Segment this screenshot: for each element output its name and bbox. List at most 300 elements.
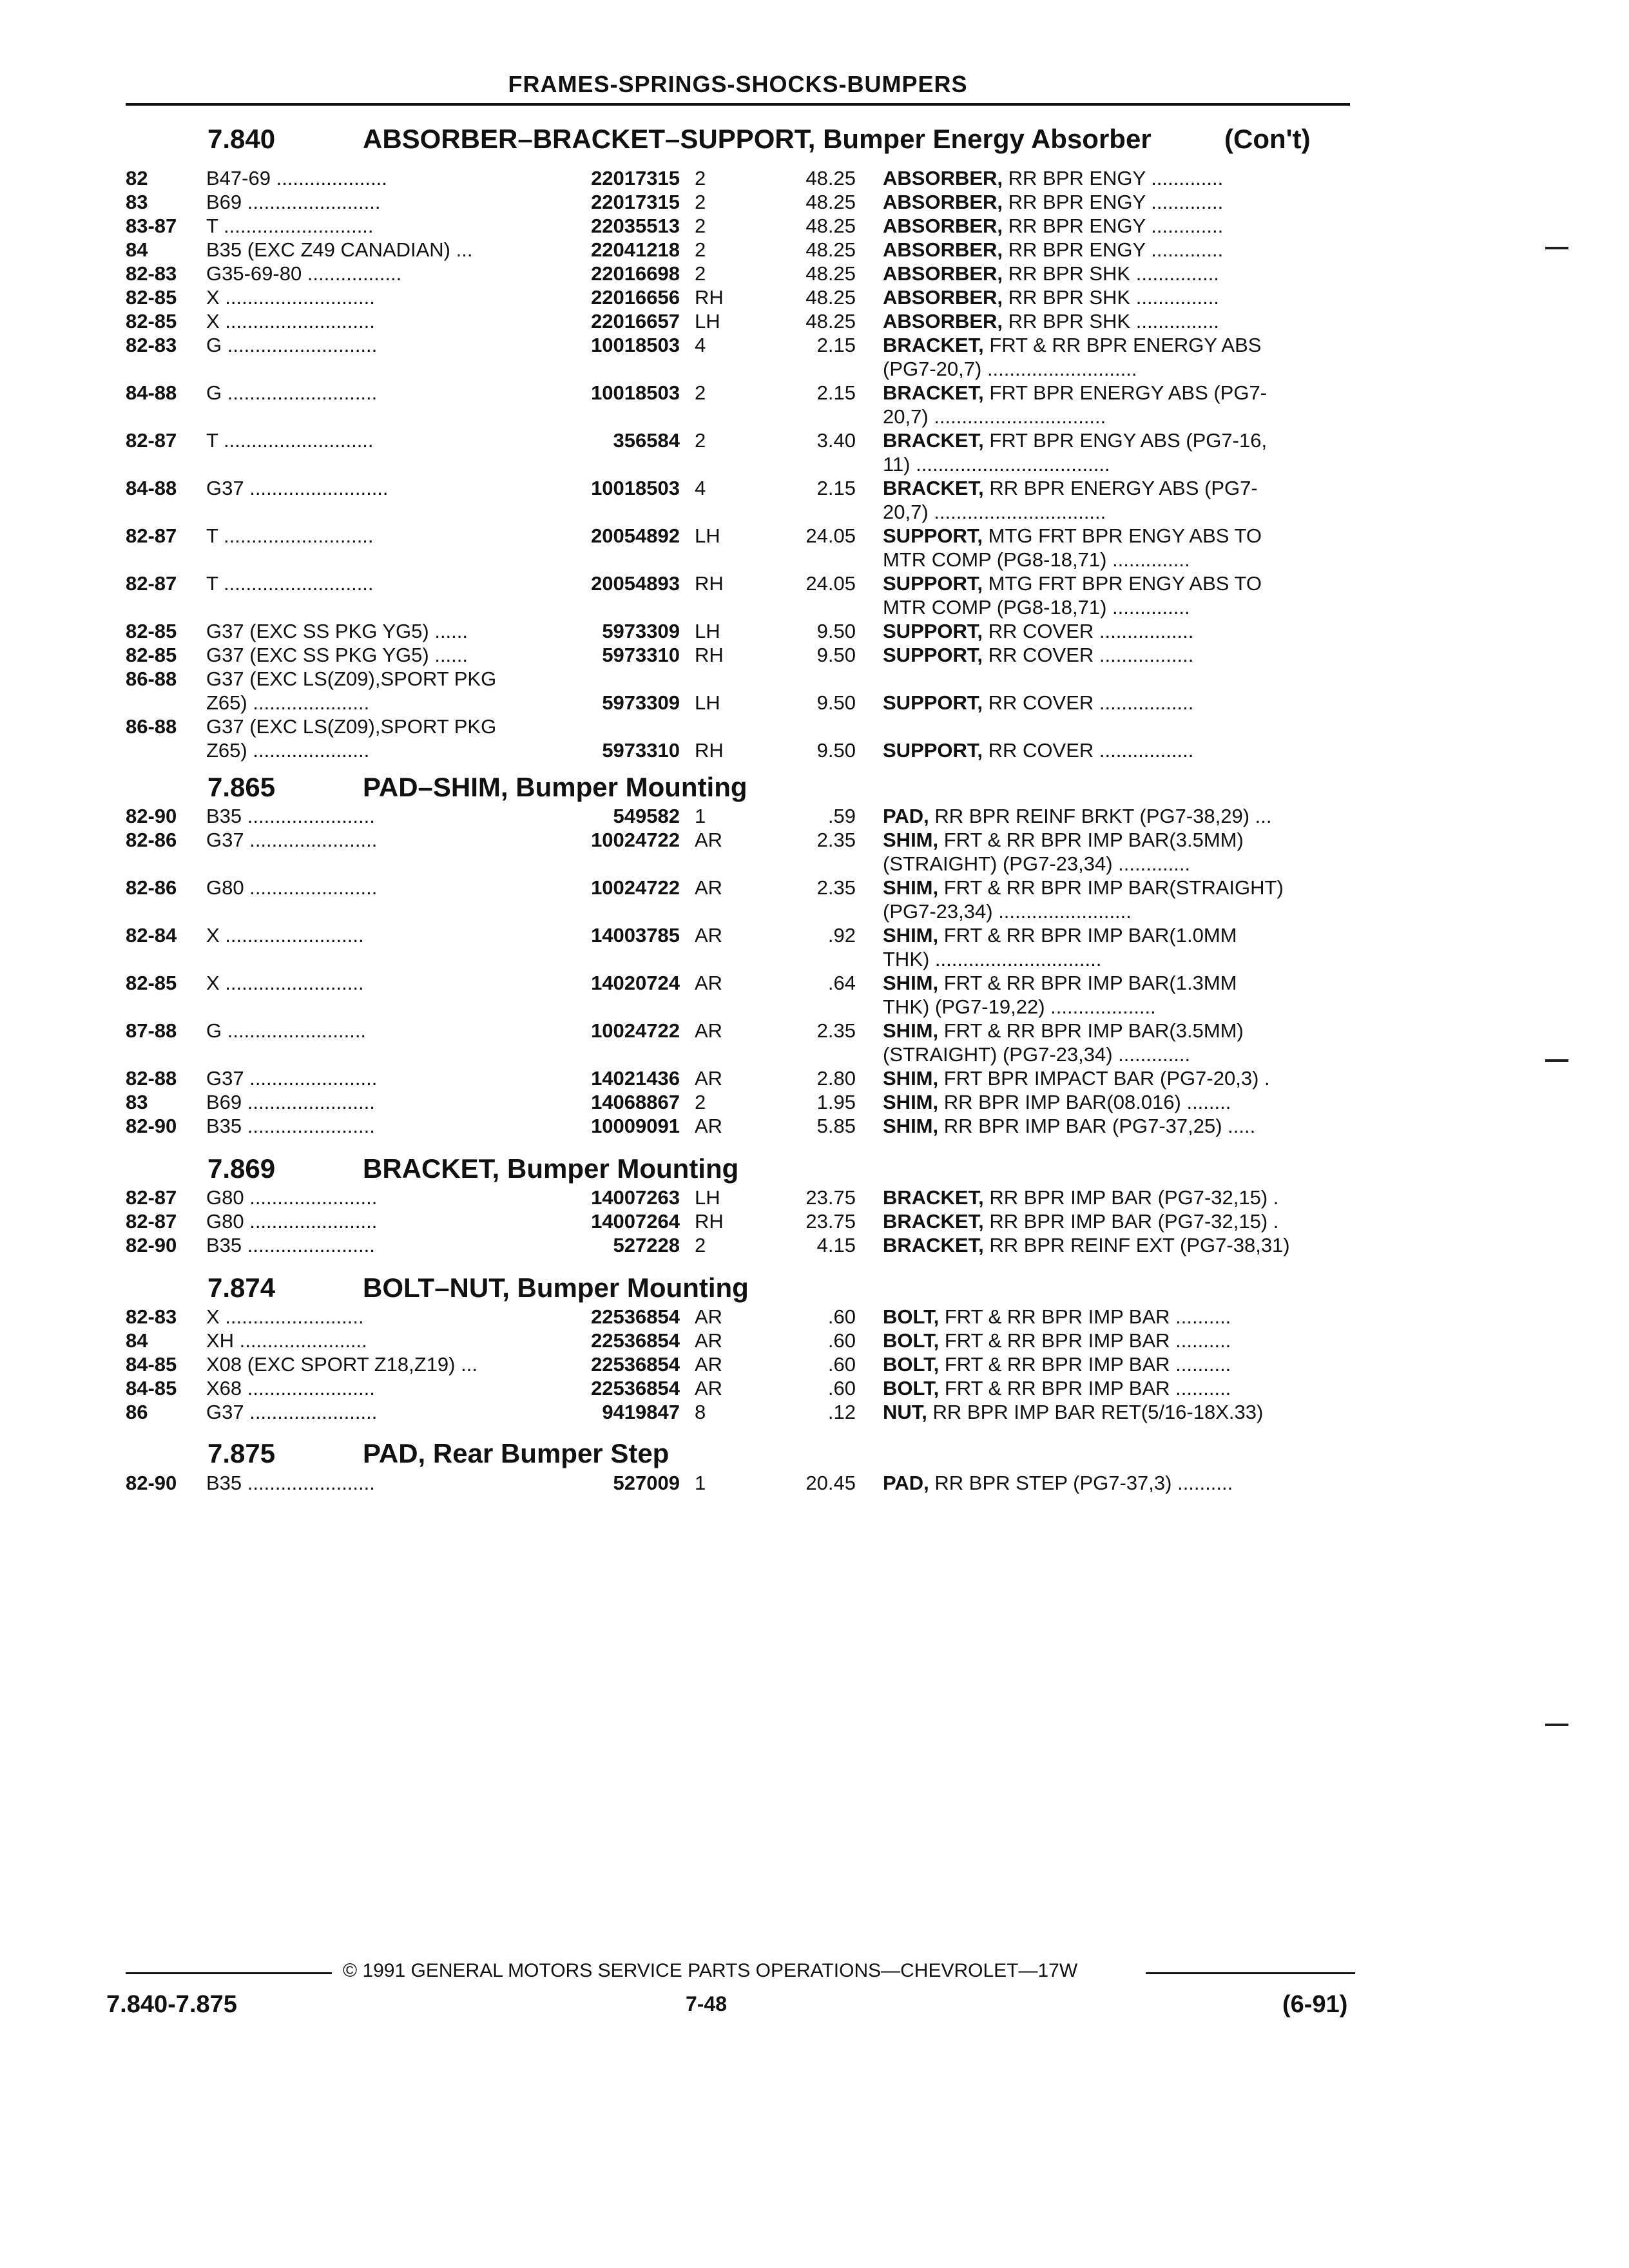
year-cell: 82-85 — [126, 644, 177, 666]
table-row — [0, 1019, 1629, 1043]
part-name: PAD, — [883, 1472, 929, 1494]
footer-section-range: 7.840-7.875 — [106, 1991, 237, 2018]
part-detail: MTR COMP (PG8-18,71) .............. — [883, 596, 1190, 619]
price-cell: 2.15 — [816, 381, 856, 404]
part-detail: FRT & RR BPR IMP BAR(1.0MM — [938, 924, 1237, 947]
part-name: BRACKET, — [883, 1234, 984, 1256]
part-number-cell: 10024722 — [591, 829, 680, 851]
quantity-cell: AR — [695, 1067, 723, 1090]
table-row — [0, 995, 1629, 1019]
part-detail: 20,7) ............................... — [883, 501, 1106, 523]
year-cell: 82-84 — [126, 924, 177, 947]
year-cell: 82-85 — [126, 972, 177, 994]
part-name: SUPPORT, — [883, 620, 983, 642]
price-cell: .64 — [827, 972, 856, 994]
table-row — [0, 1090, 1629, 1115]
part-detail: FRT & RR BPR IMP BAR .......... — [939, 1353, 1231, 1376]
year-cell: 86-88 — [126, 715, 177, 738]
year-cell: 83 — [126, 1091, 148, 1113]
description-cell — [883, 500, 1350, 524]
part-number-cell: 22536854 — [591, 1353, 680, 1376]
part-number-cell: 22017315 — [591, 191, 680, 213]
part-name: BOLT, — [883, 1329, 940, 1352]
table-row — [0, 405, 1629, 429]
part-number-cell: 22536854 — [591, 1377, 680, 1399]
description-cell — [883, 405, 1350, 429]
part-name: SUPPORT, — [883, 644, 983, 666]
part-detail: 20,7) ............................... — [883, 405, 1106, 428]
model-cell: G37 ....................... — [206, 829, 378, 851]
price-cell: .59 — [827, 805, 856, 827]
year-cell: 82-83 — [126, 1305, 177, 1328]
part-name: SHIM, — [883, 924, 939, 947]
table-row — [0, 643, 1629, 668]
part-number-cell: 22041218 — [591, 238, 680, 261]
model-cell: B35 (EXC Z49 CANADIAN) ... — [206, 238, 473, 261]
table-row — [0, 476, 1629, 501]
model-cell: T ........................... — [206, 429, 374, 452]
part-detail: RR BPR IMP BAR (PG7-32,15) . — [983, 1186, 1279, 1209]
description-cell — [883, 262, 1350, 286]
part-detail: RR BPR IMP BAR(08.016) ........ — [938, 1091, 1231, 1113]
part-name: BRACKET, — [883, 477, 984, 499]
part-detail: FRT & RR BPR IMP BAR .......... — [939, 1377, 1231, 1399]
quantity-cell: AR — [695, 1353, 723, 1376]
part-number-cell: 22016657 — [591, 310, 680, 332]
model-cell: X ........................... — [206, 310, 375, 332]
description-cell — [883, 1233, 1350, 1258]
quantity-cell: 4 — [695, 334, 706, 356]
quantity-cell: 4 — [695, 477, 706, 499]
price-cell: 24.05 — [805, 524, 856, 547]
model-cell: G37 ....................... — [206, 1401, 378, 1423]
quantity-cell: AR — [695, 924, 723, 947]
table-row — [0, 1352, 1629, 1377]
table-row — [0, 1376, 1629, 1401]
part-number-cell: 5973310 — [602, 739, 680, 762]
year-cell: 84-85 — [126, 1353, 177, 1376]
part-detail: (STRAIGHT) (PG7-23,34) ............. — [883, 1043, 1191, 1066]
description-cell — [883, 1400, 1350, 1425]
quantity-cell: LH — [695, 1186, 720, 1209]
price-cell: 2.80 — [816, 1067, 856, 1090]
table-row — [0, 852, 1629, 876]
description-cell — [883, 1471, 1350, 1495]
description-cell — [883, 166, 1350, 191]
part-name: BRACKET, — [883, 1210, 984, 1233]
table-row — [0, 262, 1629, 286]
part-detail: FRT & RR BPR IMP BAR(3.5MM) — [938, 829, 1244, 851]
quantity-cell: AR — [695, 1115, 723, 1137]
model-cell: X ......................... — [206, 1305, 364, 1328]
quantity-cell: RH — [695, 572, 724, 595]
year-cell: 84 — [126, 238, 148, 261]
description-cell — [883, 381, 1350, 405]
table-row — [0, 238, 1629, 262]
part-detail: FRT & RR BPR IMP BAR(1.3MM — [938, 972, 1237, 994]
part-name: ABSORBER, — [883, 191, 1003, 213]
price-cell: 23.75 — [805, 1186, 856, 1209]
description-cell — [883, 572, 1350, 596]
description-cell — [883, 899, 1350, 924]
price-cell: 48.25 — [805, 310, 856, 332]
table-row — [0, 1209, 1629, 1234]
description-cell — [883, 1066, 1350, 1091]
price-cell: 23.75 — [805, 1210, 856, 1233]
part-detail: THK) .............................. — [883, 948, 1102, 970]
price-cell: .60 — [827, 1353, 856, 1376]
part-detail: FRT & RR BPR IMP BAR(STRAIGHT) — [938, 876, 1284, 899]
part-name: SHIM, — [883, 829, 939, 851]
part-detail: (PG7-23,34) ........................ — [883, 900, 1132, 923]
footer-rule-right — [1146, 1972, 1355, 1974]
part-name: ABSORBER, — [883, 167, 1003, 189]
part-detail: RR BPR IMP BAR (PG7-37,25) ..... — [938, 1115, 1256, 1137]
year-cell: 83 — [126, 191, 148, 213]
part-detail: RR BPR SHK ............... — [1003, 286, 1219, 309]
part-detail: RR COVER ................. — [983, 739, 1194, 762]
section-number: 7.865 — [207, 772, 276, 802]
description-cell — [883, 309, 1350, 334]
section-number: 7.840 — [207, 124, 276, 154]
part-name: BRACKET, — [883, 429, 984, 452]
model-cell: T ........................... — [206, 524, 374, 547]
part-detail: FRT BPR IMPACT BAR (PG7-20,3) . — [938, 1067, 1270, 1090]
model-cell: B35 ....................... — [206, 1472, 375, 1494]
year-cell: 82-86 — [126, 876, 177, 899]
table-row — [0, 1471, 1629, 1495]
model-cell: XH ....................... — [206, 1329, 367, 1352]
price-cell: 48.25 — [805, 262, 856, 285]
section-number: 7.869 — [207, 1153, 276, 1184]
model-cell: B69 ........................ — [206, 191, 381, 213]
price-cell: 3.40 — [816, 429, 856, 452]
year-cell: 82-90 — [126, 805, 177, 827]
description-cell — [883, 691, 1350, 715]
quantity-cell: AR — [695, 1377, 723, 1399]
quantity-cell: 2 — [695, 262, 706, 285]
model-cell: G37 (EXC SS PKG YG5) ...... — [206, 644, 468, 666]
price-cell: 5.85 — [816, 1115, 856, 1137]
price-cell: .60 — [827, 1305, 856, 1328]
model-cell: B35 ....................... — [206, 1115, 375, 1137]
price-cell: 9.50 — [816, 620, 856, 642]
part-detail: (PG7-20,7) ........................... — [883, 358, 1137, 380]
description-cell — [883, 1090, 1350, 1115]
table-row — [0, 572, 1629, 596]
quantity-cell: 2 — [695, 215, 706, 237]
quantity-cell: LH — [695, 310, 720, 332]
model-cell: G80 ....................... — [206, 876, 378, 899]
description-cell — [883, 1352, 1350, 1377]
part-number-cell: 22017315 — [591, 167, 680, 189]
part-name: BRACKET, — [883, 334, 984, 356]
part-number-cell: 22016698 — [591, 262, 680, 285]
part-name: SHIM, — [883, 1091, 939, 1113]
table-row — [0, 971, 1629, 995]
part-detail: RR BPR STEP (PG7-37,3) .......... — [929, 1472, 1233, 1494]
quantity-cell: LH — [695, 620, 720, 642]
model-cell: T ........................... — [206, 215, 374, 237]
price-cell: 48.25 — [805, 167, 856, 189]
footer-rule-left — [126, 1972, 332, 1974]
table-row — [0, 548, 1629, 572]
part-name: ABSORBER, — [883, 238, 1003, 261]
section-number: 7.875 — [207, 1438, 276, 1468]
model-cell: X68 ....................... — [206, 1377, 375, 1399]
table-row — [0, 923, 1629, 948]
year-cell: 82-83 — [126, 334, 177, 356]
table-row — [0, 381, 1629, 405]
model-cell: G37 (EXC SS PKG YG5) ...... — [206, 620, 468, 642]
part-number-cell: 22016656 — [591, 286, 680, 309]
price-cell: 20.45 — [805, 1472, 856, 1494]
model-cell: B35 ....................... — [206, 1234, 375, 1256]
header-rule — [126, 103, 1350, 106]
year-cell: 82 — [126, 167, 148, 189]
part-detail: FRT BPR ENERGY ABS (PG7- — [983, 381, 1268, 404]
part-number-cell: 14021436 — [591, 1067, 680, 1090]
table-row — [0, 214, 1629, 238]
table-row — [0, 667, 1629, 691]
part-number-cell: 14007263 — [591, 1186, 680, 1209]
quantity-cell: AR — [695, 1329, 723, 1352]
description-cell — [883, 476, 1350, 501]
model-cell: Z65) ..................... — [206, 739, 370, 762]
part-number-cell: 10009091 — [591, 1115, 680, 1137]
table-row — [0, 1400, 1629, 1425]
part-detail: RR BPR REINF EXT (PG7-38,31) — [983, 1234, 1290, 1256]
table-row — [0, 947, 1629, 972]
quantity-cell: RH — [695, 286, 724, 309]
part-detail: RR BPR REINF BRKT (PG7-38,29) ... — [929, 805, 1272, 827]
description-cell — [883, 524, 1350, 548]
part-detail: RR BPR IMP BAR RET(5/16-18X.33) — [927, 1401, 1264, 1423]
year-cell: 86 — [126, 1401, 148, 1423]
model-cell: Z65) ..................... — [206, 691, 370, 714]
quantity-cell: 2 — [695, 429, 706, 452]
year-cell: 82-87 — [126, 524, 177, 547]
description-cell — [883, 1376, 1350, 1401]
quantity-cell: 1 — [695, 805, 706, 827]
part-detail: RR COVER ................. — [983, 644, 1194, 666]
quantity-cell: AR — [695, 1019, 723, 1042]
quantity-cell: 1 — [695, 1472, 706, 1494]
description-cell — [883, 971, 1350, 995]
part-number-cell: 5973310 — [602, 644, 680, 666]
description-cell — [883, 452, 1350, 477]
description-cell — [883, 828, 1350, 852]
table-row — [0, 500, 1629, 524]
table-row — [0, 333, 1629, 358]
margin-mark — [1545, 1724, 1568, 1726]
model-cell: G80 ....................... — [206, 1186, 378, 1209]
part-detail: RR BPR ENGY ............. — [1003, 191, 1224, 213]
part-number-cell: 10018503 — [591, 381, 680, 404]
margin-mark — [1545, 1059, 1568, 1062]
part-name: PAD, — [883, 805, 929, 827]
model-cell: G37 (EXC LS(Z09),SPORT PKG — [206, 715, 497, 738]
part-detail: FRT BPR ENGY ABS (PG7-16, — [983, 429, 1268, 452]
price-cell: 2.15 — [816, 477, 856, 499]
price-cell: 48.25 — [805, 191, 856, 213]
description-cell — [883, 1114, 1350, 1139]
part-number-cell: 10018503 — [591, 477, 680, 499]
model-cell: B47-69 .................... — [206, 167, 387, 189]
part-name: NUT, — [883, 1401, 927, 1423]
quantity-cell: 2 — [695, 1234, 706, 1256]
model-cell: X08 (EXC SPORT Z18,Z19) ... — [206, 1353, 477, 1376]
table-row — [0, 828, 1629, 852]
part-name: SUPPORT, — [883, 739, 983, 762]
part-name: SHIM, — [883, 1067, 939, 1090]
page-header: FRAMES-SPRINGS-SHOCKS-BUMPERS — [508, 71, 968, 97]
table-row — [0, 285, 1629, 310]
price-cell: 48.25 — [805, 215, 856, 237]
part-detail: 11) ................................... — [883, 453, 1110, 476]
footer-page-number: 7-48 — [686, 1992, 728, 2015]
quantity-cell: AR — [695, 972, 723, 994]
price-cell: 24.05 — [805, 572, 856, 595]
price-cell: 48.25 — [805, 238, 856, 261]
year-cell: 84 — [126, 1329, 148, 1352]
year-cell: 82-86 — [126, 829, 177, 851]
description-cell — [883, 619, 1350, 644]
part-detail: MTG FRT BPR ENGY ABS TO — [983, 524, 1262, 547]
model-cell: B35 ....................... — [206, 805, 375, 827]
part-name: SHIM, — [883, 1019, 939, 1042]
part-name: BRACKET, — [883, 381, 984, 404]
table-row — [0, 899, 1629, 924]
description-cell — [883, 357, 1350, 381]
price-cell: 9.50 — [816, 691, 856, 714]
table-row — [0, 166, 1629, 191]
year-cell: 82-87 — [126, 572, 177, 595]
table-row — [0, 452, 1629, 477]
part-number-cell: 14020724 — [591, 972, 680, 994]
part-name: SHIM, — [883, 972, 939, 994]
table-row — [0, 619, 1629, 644]
footer-copyright: © 1991 GENERAL MOTORS SERVICE PARTS OPERATIONS—CHEVROLET—17W — [343, 1960, 1078, 1981]
description-cell — [883, 738, 1350, 763]
part-detail: RR BPR IMP BAR (PG7-32,15) . — [983, 1210, 1279, 1233]
model-cell: G ........................... — [206, 334, 378, 356]
year-cell: 82-87 — [126, 429, 177, 452]
part-name: BOLT, — [883, 1305, 940, 1328]
year-cell: 83-87 — [126, 215, 177, 237]
part-number-cell: 527009 — [613, 1472, 680, 1494]
part-name: ABSORBER, — [883, 310, 1003, 332]
section-title: BRACKET, Bumper Mounting — [363, 1153, 739, 1184]
part-name: SUPPORT, — [883, 691, 983, 714]
model-cell: G35-69-80 ................. — [206, 262, 402, 285]
table-row — [0, 1233, 1629, 1258]
section-title: PAD–SHIM, Bumper Mounting — [363, 772, 747, 802]
description-cell — [883, 1186, 1350, 1210]
quantity-cell: 2 — [695, 238, 706, 261]
model-cell: G ......................... — [206, 1019, 367, 1042]
price-cell: 2.35 — [816, 876, 856, 899]
price-cell: .92 — [827, 924, 856, 947]
year-cell: 82-87 — [126, 1186, 177, 1209]
table-row — [0, 595, 1629, 620]
price-cell: 2.15 — [816, 334, 856, 356]
model-cell: G37 ......................... — [206, 477, 389, 499]
model-cell: G80 ....................... — [206, 1210, 378, 1233]
table-row — [0, 309, 1629, 334]
description-cell — [883, 947, 1350, 972]
year-cell: 82-85 — [126, 310, 177, 332]
section-title: BOLT–NUT, Bumper Mounting — [363, 1273, 749, 1303]
description-cell — [883, 595, 1350, 620]
part-number-cell: 356584 — [613, 429, 680, 452]
part-name: BOLT, — [883, 1377, 940, 1399]
description-cell — [883, 643, 1350, 668]
table-row — [0, 715, 1629, 739]
part-detail: RR BPR SHK ............... — [1003, 310, 1219, 332]
model-cell: G ........................... — [206, 381, 378, 404]
table-row — [0, 876, 1629, 900]
part-number-cell: 14007264 — [591, 1210, 680, 1233]
part-name: ABSORBER, — [883, 215, 1003, 237]
table-row — [0, 804, 1629, 829]
price-cell: .12 — [827, 1401, 856, 1423]
part-detail: MTG FRT BPR ENGY ABS TO — [983, 572, 1262, 595]
quantity-cell: 2 — [695, 167, 706, 189]
year-cell: 82-88 — [126, 1067, 177, 1090]
footer-date: (6-91) — [1282, 1991, 1348, 2018]
year-cell: 82-90 — [126, 1115, 177, 1137]
model-cell: X ......................... — [206, 972, 364, 994]
model-cell: X ......................... — [206, 924, 364, 947]
part-number-cell: 14003785 — [591, 924, 680, 947]
table-row — [0, 524, 1629, 548]
part-detail: RR BPR ENGY ............. — [1003, 238, 1224, 261]
model-cell: B69 ....................... — [206, 1091, 375, 1113]
part-number-cell: 10024722 — [591, 1019, 680, 1042]
part-number-cell: 20054892 — [591, 524, 680, 547]
part-number-cell: 549582 — [613, 805, 680, 827]
part-detail: RR COVER ................. — [983, 620, 1194, 642]
description-cell — [883, 428, 1350, 453]
model-cell: G37 (EXC LS(Z09),SPORT PKG — [206, 668, 497, 690]
quantity-cell: 8 — [695, 1401, 706, 1423]
description-cell — [883, 238, 1350, 262]
quantity-cell: AR — [695, 829, 723, 851]
description-cell — [883, 190, 1350, 215]
description-cell — [883, 1019, 1350, 1043]
part-number-cell: 10024722 — [591, 876, 680, 899]
quantity-cell: 2 — [695, 1091, 706, 1113]
model-cell: X ........................... — [206, 286, 375, 309]
description-cell — [883, 1329, 1350, 1353]
year-cell: 82-90 — [126, 1472, 177, 1494]
part-detail: RR BPR ENGY ............. — [1003, 167, 1224, 189]
year-cell: 86-88 — [126, 668, 177, 690]
quantity-cell: LH — [695, 691, 720, 714]
year-cell: 87-88 — [126, 1019, 177, 1042]
description-cell — [883, 333, 1350, 358]
quantity-cell: RH — [695, 644, 724, 666]
quantity-cell: 2 — [695, 191, 706, 213]
year-cell: 82-85 — [126, 620, 177, 642]
part-name: BOLT, — [883, 1353, 940, 1376]
description-cell — [883, 285, 1350, 310]
margin-mark — [1545, 247, 1568, 249]
description-cell — [883, 852, 1350, 876]
price-cell: 9.50 — [816, 739, 856, 762]
section-number: 7.874 — [207, 1273, 276, 1303]
